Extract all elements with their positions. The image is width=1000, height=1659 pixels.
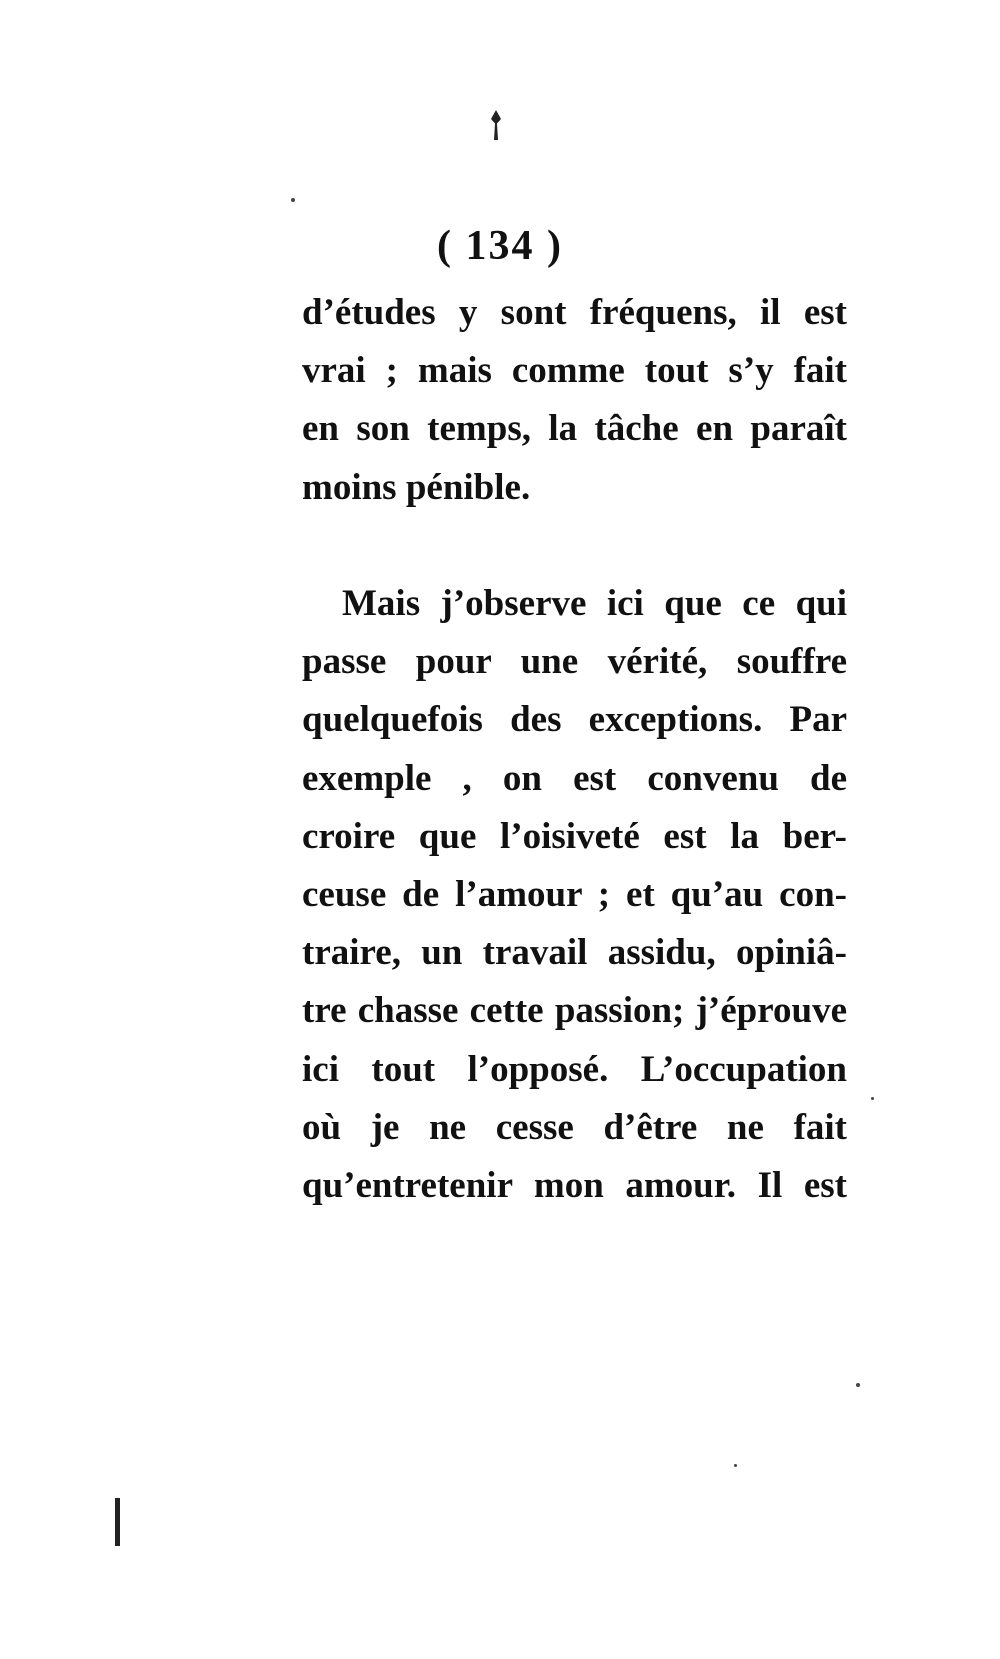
scan-speck — [856, 1383, 860, 1387]
text-line: passe pour une vérité, souffre — [302, 641, 847, 683]
text-line: en son temps, la tâche en paraît — [302, 408, 847, 450]
printer-ornament-mark — [491, 110, 501, 140]
text-line: Mais j’observe ici que ce qui — [342, 583, 847, 624]
scan-speck — [291, 198, 295, 202]
text-line: qu’entretenir mon amour. Il est — [302, 1164, 847, 1206]
paragraph-1 — [302, 284, 847, 517]
text-line: vrai ; mais comme tout s’y fait — [302, 350, 847, 392]
text-line: exemple , on est convenu de — [302, 757, 847, 799]
text-line: traire, un travail assidu, opiniâ- — [302, 932, 847, 974]
text-line: ici tout l’opposé. L’occupation — [302, 1048, 847, 1090]
text-line: croire que l’oisiveté est la ber- — [302, 815, 847, 857]
text-line: d’études y sont fréquens, il est — [302, 292, 847, 333]
text-line: ceuse de l’amour ; et qu’au con- — [302, 873, 847, 915]
page-number: ( 134 ) — [437, 223, 563, 269]
scan-edge-mark — [115, 1498, 120, 1546]
text-line: tre chasse cette passion; j’éprouve — [302, 990, 847, 1032]
paragraph-2 — [302, 575, 847, 1215]
text-line: quelquefois des exceptions. Par — [302, 699, 847, 741]
text-line: moins pénible. — [302, 466, 531, 508]
scan-speck — [871, 1097, 874, 1100]
scan-speck — [734, 1464, 737, 1467]
text-line: où je ne cesse d’être ne fait — [302, 1106, 847, 1148]
